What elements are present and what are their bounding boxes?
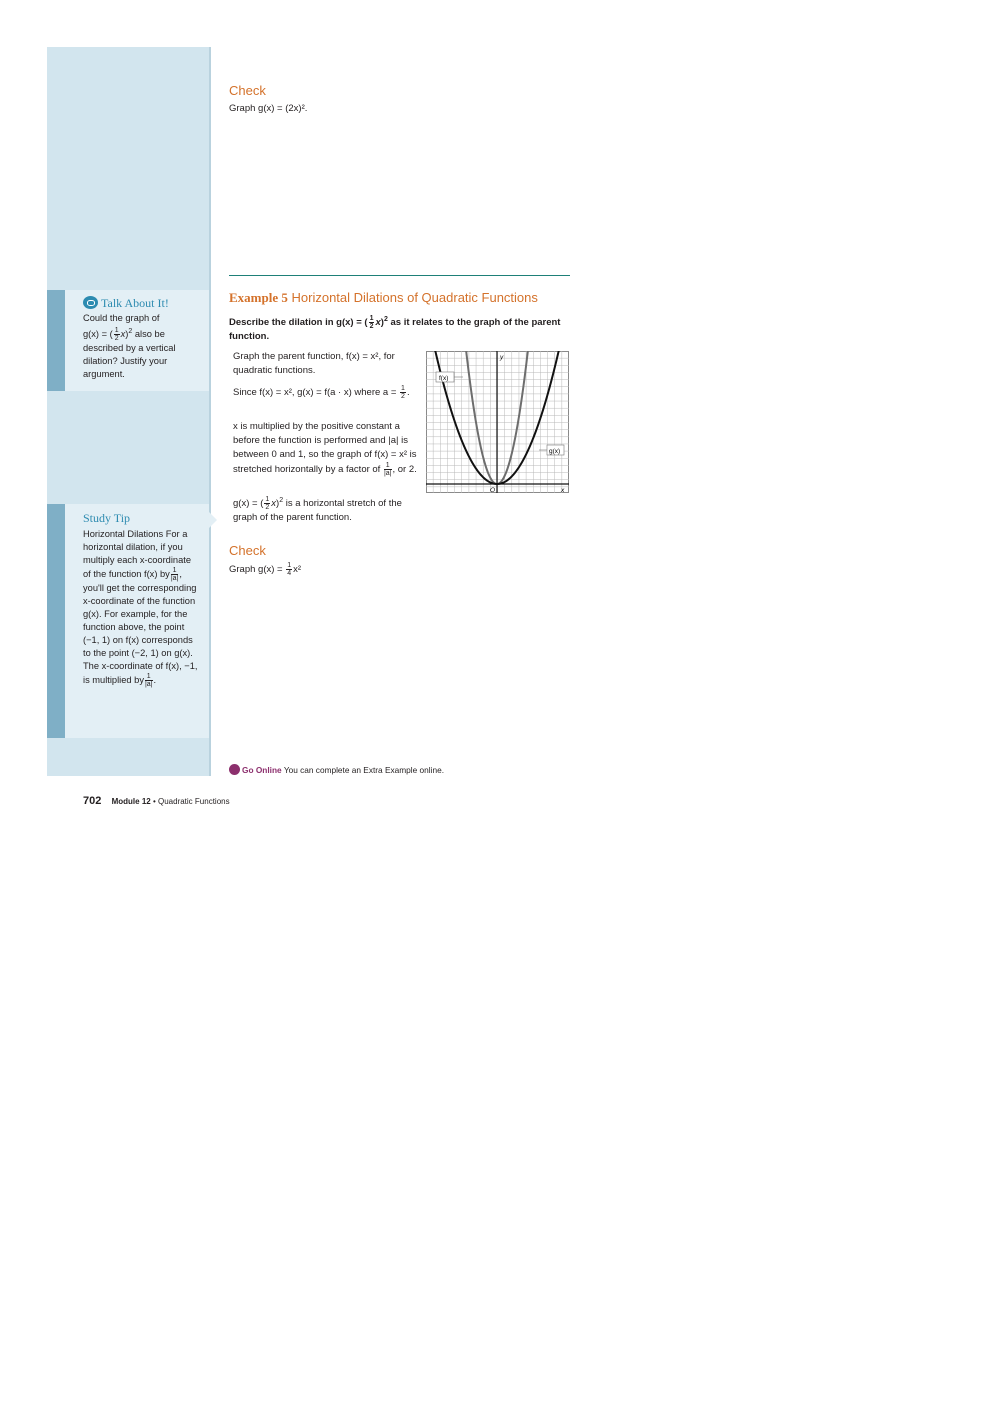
example-prompt: Describe the dilation in g(x) = ( $\frac{1}{2}$ x)$^2$ as it relates to the graph of the parent function. <box>229 315 561 343</box>
page-number: 702 <box>83 795 102 807</box>
example-step-4: g(x) = ( $\frac{1}{2}$ x)$^2$ is a horizontal stretch of the graph of the parent function. <box>233 496 402 524</box>
study-tip-box <box>47 504 209 738</box>
y-axis-label: y <box>500 354 504 361</box>
study-box-accent-bar <box>47 504 65 738</box>
graph-canvas <box>426 351 569 493</box>
module-label: Module 12 <box>111 797 151 806</box>
example-step-1: Graph the parent function, f(x) = x², for quadratic functions. <box>233 351 395 376</box>
check-2-prompt: Graph g(x) = $\frac{1}{4}$ x² <box>229 562 302 577</box>
talk-box-accent-bar <box>47 290 65 391</box>
talk-about-it-title: Talk About It! <box>101 296 169 310</box>
talk-about-it-box <box>47 290 209 391</box>
study-tip-text: Horizontal Dilations For a horizontal dilation, if you multiply each x-coordinate of the function f(x) by $\frac{1}{|a|}$ , you'll get the corresponding x-coordinate of the function g(x). For example, for the function above, the point (−1, 1) on f(x) corresponds to the point (−2, 1) on g(x). The x-coordinate of f(x), −1, is multiplied by $\frac{1}{|a|}$ . <box>83 529 198 688</box>
example-title <box>229 290 538 306</box>
check-heading-1: Check <box>229 83 266 98</box>
x-axis-label: x <box>561 487 565 493</box>
g-label: g(x) <box>549 448 561 455</box>
go-online-link[interactable]: Go Online <box>242 765 282 775</box>
check-1-prompt: Graph g(x) = (2x)². <box>229 103 308 114</box>
section-divider <box>229 275 570 276</box>
example-number: Example 5 <box>229 290 288 305</box>
example-step-2: Since f(x) = x², g(x) = f(a · x) where a = $\frac{1}{2}$ . <box>233 385 410 400</box>
go-online-note: Go Online You can complete an Extra Example online. <box>229 764 444 775</box>
check-heading-2: Check <box>229 543 266 558</box>
speech-bubble-icon <box>83 296 98 309</box>
cursor-icon <box>229 764 240 775</box>
page-footer: 702 Module 12 • Quadratic Functions <box>83 795 230 807</box>
topic-label: Quadratic Functions <box>158 797 230 806</box>
f-label: f(x) <box>439 375 449 382</box>
parabola-graph <box>426 351 569 498</box>
example-heading: Horizontal Dilations of Quadratic Functions <box>291 290 538 305</box>
study-box-pointer <box>209 512 217 528</box>
study-tip-title: Study Tip <box>83 511 131 525</box>
example-step-3: x is multiplied by the positive constant a before the function is performed and |a| is between 0 and 1, so the graph of f(x) = x² is stretched horizontally by a factor of $\frac{1}{|a|}$ , or 2. <box>233 421 417 477</box>
origin-label: O <box>490 487 496 493</box>
talk-about-it-text: Could the graph of g(x) = ( $\frac{1}{2}$ x)$^2$ also be described by a vertical dilation? Justify your argument. <box>83 313 176 380</box>
